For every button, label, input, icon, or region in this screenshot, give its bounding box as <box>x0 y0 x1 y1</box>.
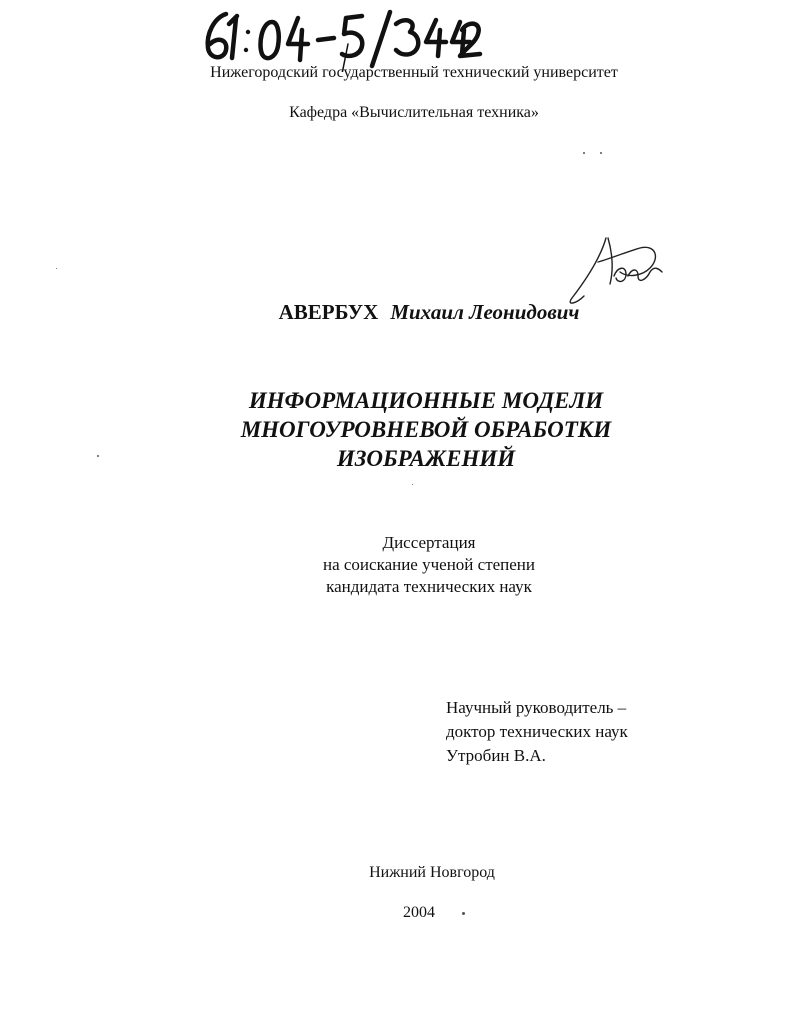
degree-statement <box>0 532 794 598</box>
city: Нижний Новгород <box>369 864 495 881</box>
degree-line: Диссертация <box>382 533 476 552</box>
scan-speck <box>412 484 413 485</box>
author-name <box>0 300 794 325</box>
scientific-advisor <box>446 696 628 768</box>
scan-speck <box>56 268 57 269</box>
university-name: Нижегородский государственный технический университет <box>210 64 618 81</box>
title-line: ИНФОРМАЦИОННЫЕ МОДЕЛИ <box>248 388 604 413</box>
advisor-line: доктор технических наук <box>446 722 628 741</box>
author-surname: АВЕРБУХ <box>278 300 379 324</box>
scan-speck <box>583 152 585 154</box>
degree-line: кандидата технических наук <box>326 577 532 596</box>
scan-speck <box>462 912 465 915</box>
advisor-line: Научный руководитель – <box>446 698 627 717</box>
degree-line: на соискание ученой степени <box>322 555 536 574</box>
author-given-names: Михаил Леонидович <box>390 300 580 324</box>
title-line: ИЗОБРАЖЕНИЙ <box>336 446 516 471</box>
advisor-line: Утробин В.А. <box>446 746 546 765</box>
department-name: Кафедра «Вычислительная техника» <box>289 104 539 121</box>
scan-speck <box>600 152 602 154</box>
title-line: МНОГОУРОВНЕВОЙ ОБРАБОТКИ <box>240 417 612 442</box>
dissertation-title <box>0 386 794 473</box>
scan-speck <box>97 455 99 457</box>
handwritten-catalog-number <box>196 4 486 72</box>
year: 2004 <box>403 904 435 921</box>
